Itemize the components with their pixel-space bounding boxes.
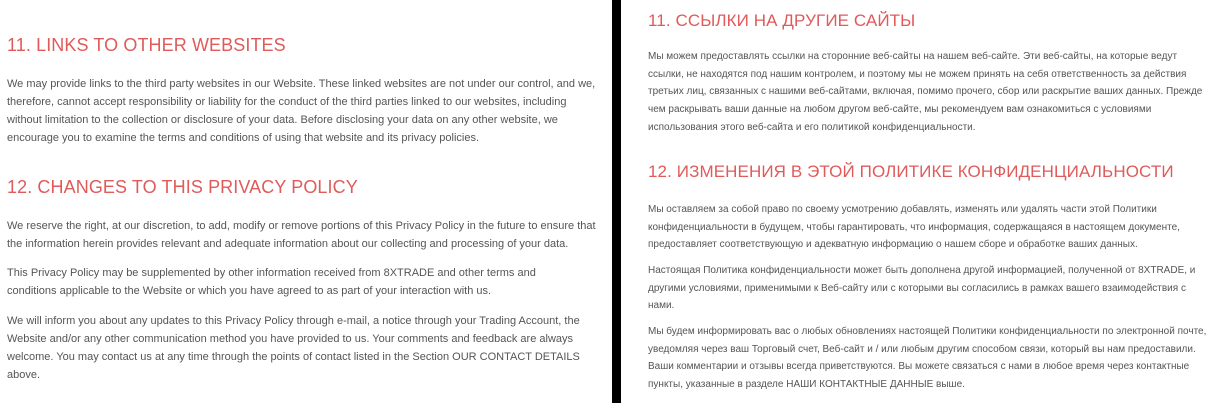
section-12-paragraph-2-en: This Privacy Policy may be supplemented by other information received from 8XTRADE and other terms and conditions applicable to the Website or which you have agreed to as part of your interaction with us. — [7, 267, 536, 297]
section-12-paragraph-1-en: We reserve the right, at our discretion, to add, modify or remove portions of this Privacy Policy in the future to ensure that the information herein provides relevant and adequate information about our collecting and processing of your data. — [7, 220, 596, 250]
section-11-heading-ru: 11. ССЫЛКИ НА ДРУГИЕ САЙТЫ — [648, 11, 916, 30]
section-11-paragraph-en: We may provide links to the third party websites in our Website. These linked websites are not under our control, and we, therefore, cannot accept responsibility or liability for the conduct of the third parties linked to our websites, including without limitation to the collection or disclosure of your data. Before disclosing your data on any other website, we encourage you to examine the terms and conditions of using that website and its privacy policies. — [7, 78, 596, 144]
russian-panel — [621, 0, 1215, 403]
panel-divider — [612, 0, 621, 403]
section-12-paragraph-1-ru: Мы оставляем за собой право по своему усмотрению добавлять, изменять или удалять части этой Политики конфиденциальности в будущем, чтобы гарантировать, что информация, содержащаяся в настоящем документе, предоставляет соответствующую и адекватную информацию о нашем сборе и обработке ваших данных. — [648, 204, 1180, 251]
section-12-paragraph-3-en: We will inform you about any updates to this Privacy Policy through e-mail, a notice through your Trading Account, the Website and/or any other communication method you have provided to us. Your comments and feedback are always welcome. You may contact us at any time through the points of contact listed in the Section OUR CONTACT DETAILS above. — [7, 315, 580, 381]
section-12-paragraph-2-ru: Настоящая Политика конфиденциальности может быть дополнена другой информацией, полученной от 8XTRADE, и другими условиями, применимыми к Веб-сайту или с которыми вы согласились в рамках вашего взаимодействия с нами. — [648, 265, 1196, 312]
section-11-paragraph-ru: Мы можем предоставлять ссылки на сторонние веб-сайты на нашем веб-сайте. Эти веб-сайты, на которые ведут ссылки, не находятся под нашим контролем, и поэтому мы не можем принять на себя ответственность за действия третьих лиц, связанных с нашими веб-сайтами, включая, помимо прочего, сбор или раскрытие ваших данных. Прежде чем раскрывать ваши данные на любом другом веб-сайте, мы рекомендуем вам ознакомиться с условиями использования этого веб-сайта и его политикой конфиденциальности. — [648, 51, 1203, 133]
section-11-heading-en: 11. LINKS TO OTHER WEBSITES — [7, 35, 286, 55]
section-12-heading-ru: 12. ИЗМЕНЕНИЯ В ЭТОЙ ПОЛИТИКЕ КОНФИДЕНЦИАЛЬНОСТИ — [648, 162, 1174, 181]
section-12-paragraph-3-ru: Мы будем информировать вас о любых обновлениях настоящей Политики конфиденциальности по электронной почте, уведомляя через ваш Торговый счет, Веб-сайт и / или любым другим способом связи, который вы нам предоставили. Ваши комментарии и отзывы всегда приветствуются. Вы можете связаться с нами в любое время через контактные пункты, указанные в разделе НАШИ КОНТАКТНЫЕ ДАННЫЕ выше. — [648, 326, 1207, 391]
section-12-heading-en: 12. CHANGES TO THIS PRIVACY POLICY — [7, 177, 358, 197]
